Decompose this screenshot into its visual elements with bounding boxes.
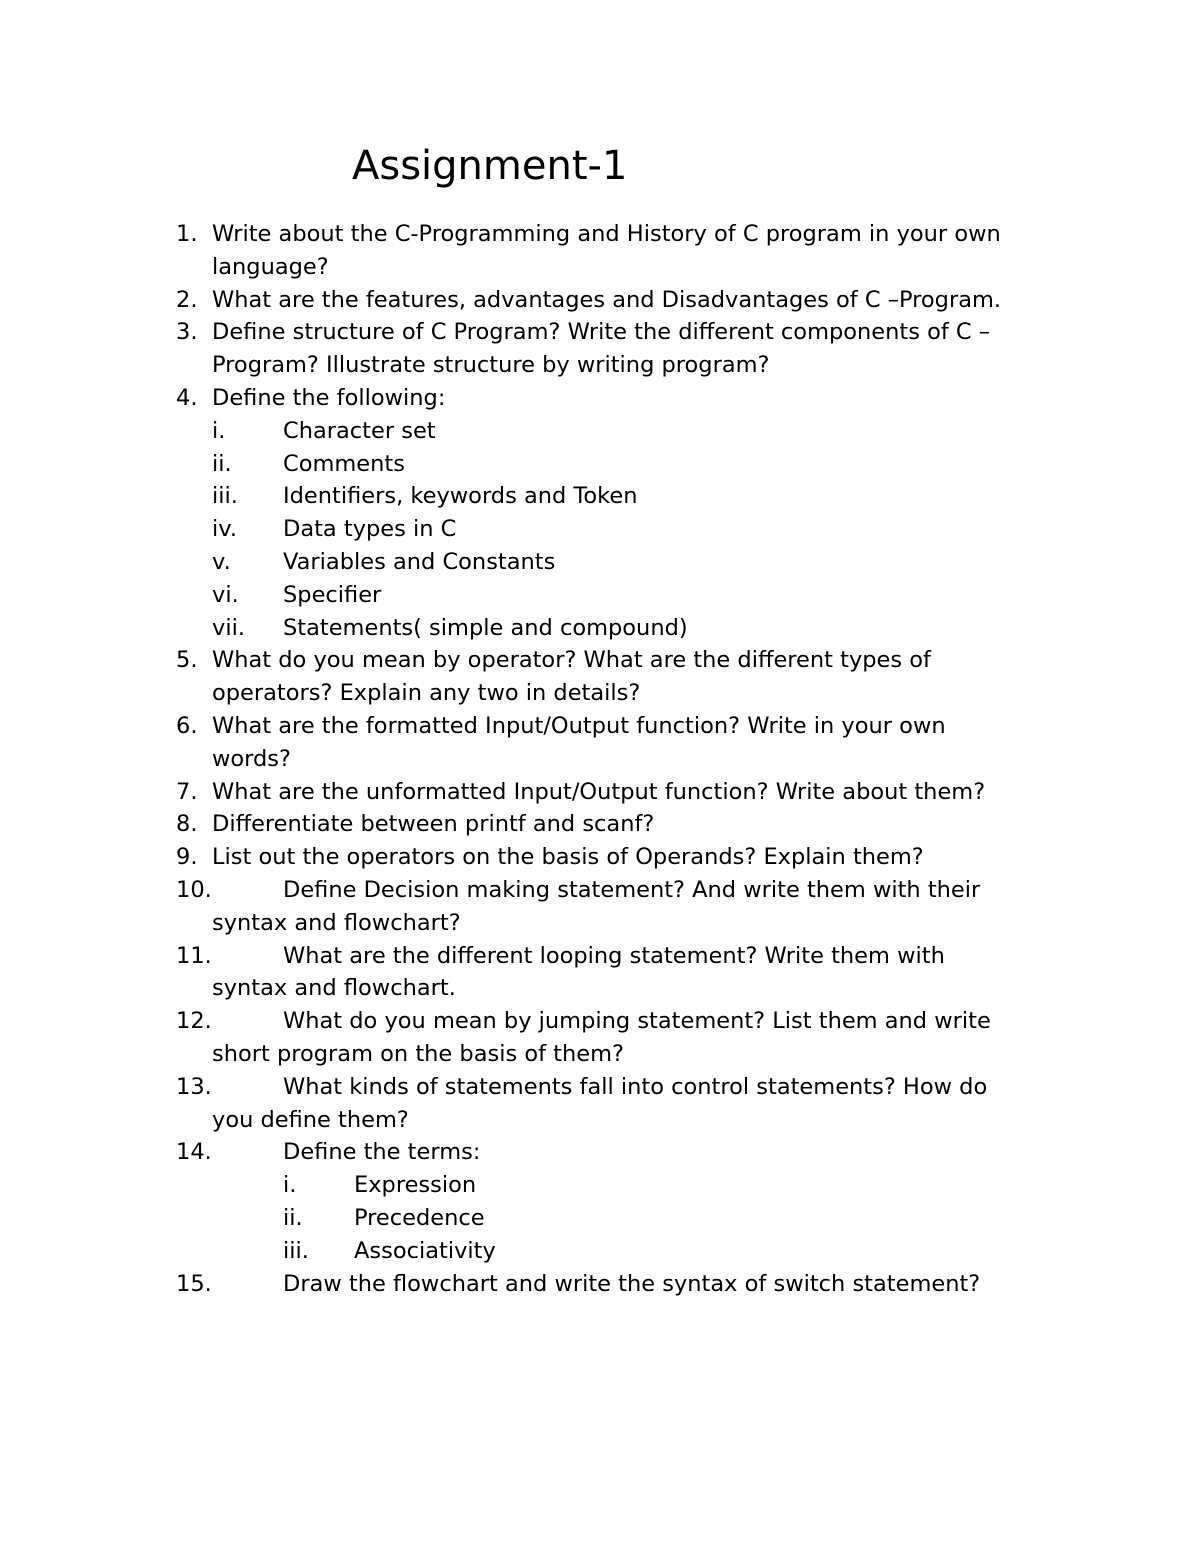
- list-item: [0, 776, 1200, 809]
- item-number: 8.: [176, 811, 198, 838]
- sub-item-number: vi.: [212, 581, 239, 608]
- item-number: 2.: [176, 286, 198, 313]
- sub-item: [0, 546, 1200, 579]
- item-number: 12.: [176, 1008, 212, 1035]
- item-text-continued: syntax and flowchart?: [212, 909, 461, 936]
- item-number: 1.: [176, 221, 198, 247]
- item-text-continued: short program on the basis of them?: [212, 1040, 624, 1067]
- list-item: [0, 808, 1200, 841]
- sub-item-text: Specifier: [283, 581, 382, 608]
- item-number: 6.: [176, 712, 198, 739]
- item-text: What do you mean by operator? What are the different types of: [212, 647, 931, 674]
- sub-item-number: ii.: [283, 1204, 303, 1231]
- sub-item-text: Comments: [283, 450, 405, 477]
- question-list: [0, 218, 1200, 1300]
- list-item: [0, 316, 1200, 382]
- list-item: [0, 284, 1200, 317]
- list-item: [0, 1136, 1200, 1267]
- sub-item: [0, 612, 1200, 645]
- sub-item: [0, 1202, 1200, 1235]
- item-number: 13.: [176, 1073, 212, 1100]
- sub-item-number: i.: [212, 417, 226, 444]
- item-text-continued: syntax and flowchart.: [212, 975, 456, 1002]
- item-number: 10.: [176, 876, 212, 903]
- list-item: [0, 940, 1200, 1006]
- item-number: 7.: [176, 778, 198, 805]
- sub-item-text: Character set: [283, 417, 436, 444]
- sub-item: [0, 1235, 1200, 1268]
- item-text: What are the features, advantages and Disadvantages of C –Program.: [212, 286, 1002, 313]
- item-text: Define the terms:: [283, 1139, 481, 1166]
- list-item: [0, 841, 1200, 874]
- sub-item-number: iii.: [283, 1237, 309, 1264]
- item-number: 15.: [176, 1270, 212, 1297]
- item-text-continued: words?: [212, 745, 291, 772]
- item-number: 14.: [176, 1139, 212, 1166]
- list-item: [0, 1268, 1200, 1301]
- page-title: Assignment-1: [352, 143, 628, 189]
- item-text: What are the different looping statement? Write them with: [283, 942, 945, 969]
- item-text: Differentiate between printf and scanf?: [212, 811, 655, 838]
- sub-item-text: Statements( simple and compound): [283, 614, 688, 641]
- item-text: What do you mean by jumping statement? List them and write: [283, 1008, 991, 1035]
- item-text: Write about the C-Programming and History of C program in your own: [212, 221, 1001, 247]
- item-number: 11.: [176, 942, 212, 969]
- sub-item-number: i.: [283, 1172, 297, 1199]
- sub-item: [0, 448, 1200, 481]
- item-number: 3.: [176, 319, 198, 346]
- sub-item-number: v.: [212, 548, 231, 575]
- list-item: [0, 644, 1200, 710]
- sub-item-number: iv.: [212, 516, 237, 543]
- item-text-continued: language?: [212, 253, 329, 280]
- item-text: What kinds of statements fall into control statements? How do: [283, 1073, 988, 1100]
- list-item: [0, 1005, 1200, 1071]
- sub-item: [0, 579, 1200, 612]
- item-number: 9.: [176, 844, 198, 871]
- item-text: What are the unformatted Input/Output function? Write about them?: [212, 778, 986, 805]
- sub-item-text: Variables and Constants: [283, 548, 556, 575]
- item-text-continued: operators? Explain any two in details?: [212, 680, 641, 707]
- sub-item-number: ii.: [212, 450, 232, 477]
- item-text: Draw the flowchart and write the syntax of switch statement?: [283, 1270, 981, 1297]
- item-text: Define the following:: [212, 384, 446, 411]
- sub-item-number: vii.: [212, 614, 245, 641]
- sub-item: [0, 513, 1200, 546]
- list-item: [0, 218, 1200, 284]
- list-item: [0, 1071, 1200, 1137]
- sub-item: [0, 1169, 1200, 1202]
- sub-item: [0, 480, 1200, 513]
- item-text: What are the formatted Input/Output function? Write in your own: [212, 712, 946, 739]
- sub-item-text: Associativity: [354, 1237, 496, 1264]
- list-item: [0, 710, 1200, 776]
- item-number: 4.: [176, 384, 198, 411]
- item-text-continued: you define them?: [212, 1106, 409, 1133]
- list-item: [0, 874, 1200, 940]
- item-text: List out the operators on the basis of Operands? Explain them?: [212, 844, 924, 871]
- item-text-continued: Program? Illustrate structure by writing program?: [212, 352, 770, 379]
- list-item: [0, 382, 1200, 644]
- item-text: Define Decision making statement? And write them with their: [283, 876, 981, 903]
- sub-item-text: Expression: [354, 1172, 477, 1199]
- sub-item-text: Identifiers, keywords and Token: [283, 483, 638, 510]
- item-number: 5.: [176, 647, 198, 674]
- sub-item: [0, 415, 1200, 448]
- sub-item-number: iii.: [212, 483, 238, 510]
- sub-item-text: Precedence: [354, 1204, 485, 1231]
- sub-item-text: Data types in C: [283, 516, 457, 543]
- item-text: Define structure of C Program? Write the different components of C –: [212, 319, 991, 346]
